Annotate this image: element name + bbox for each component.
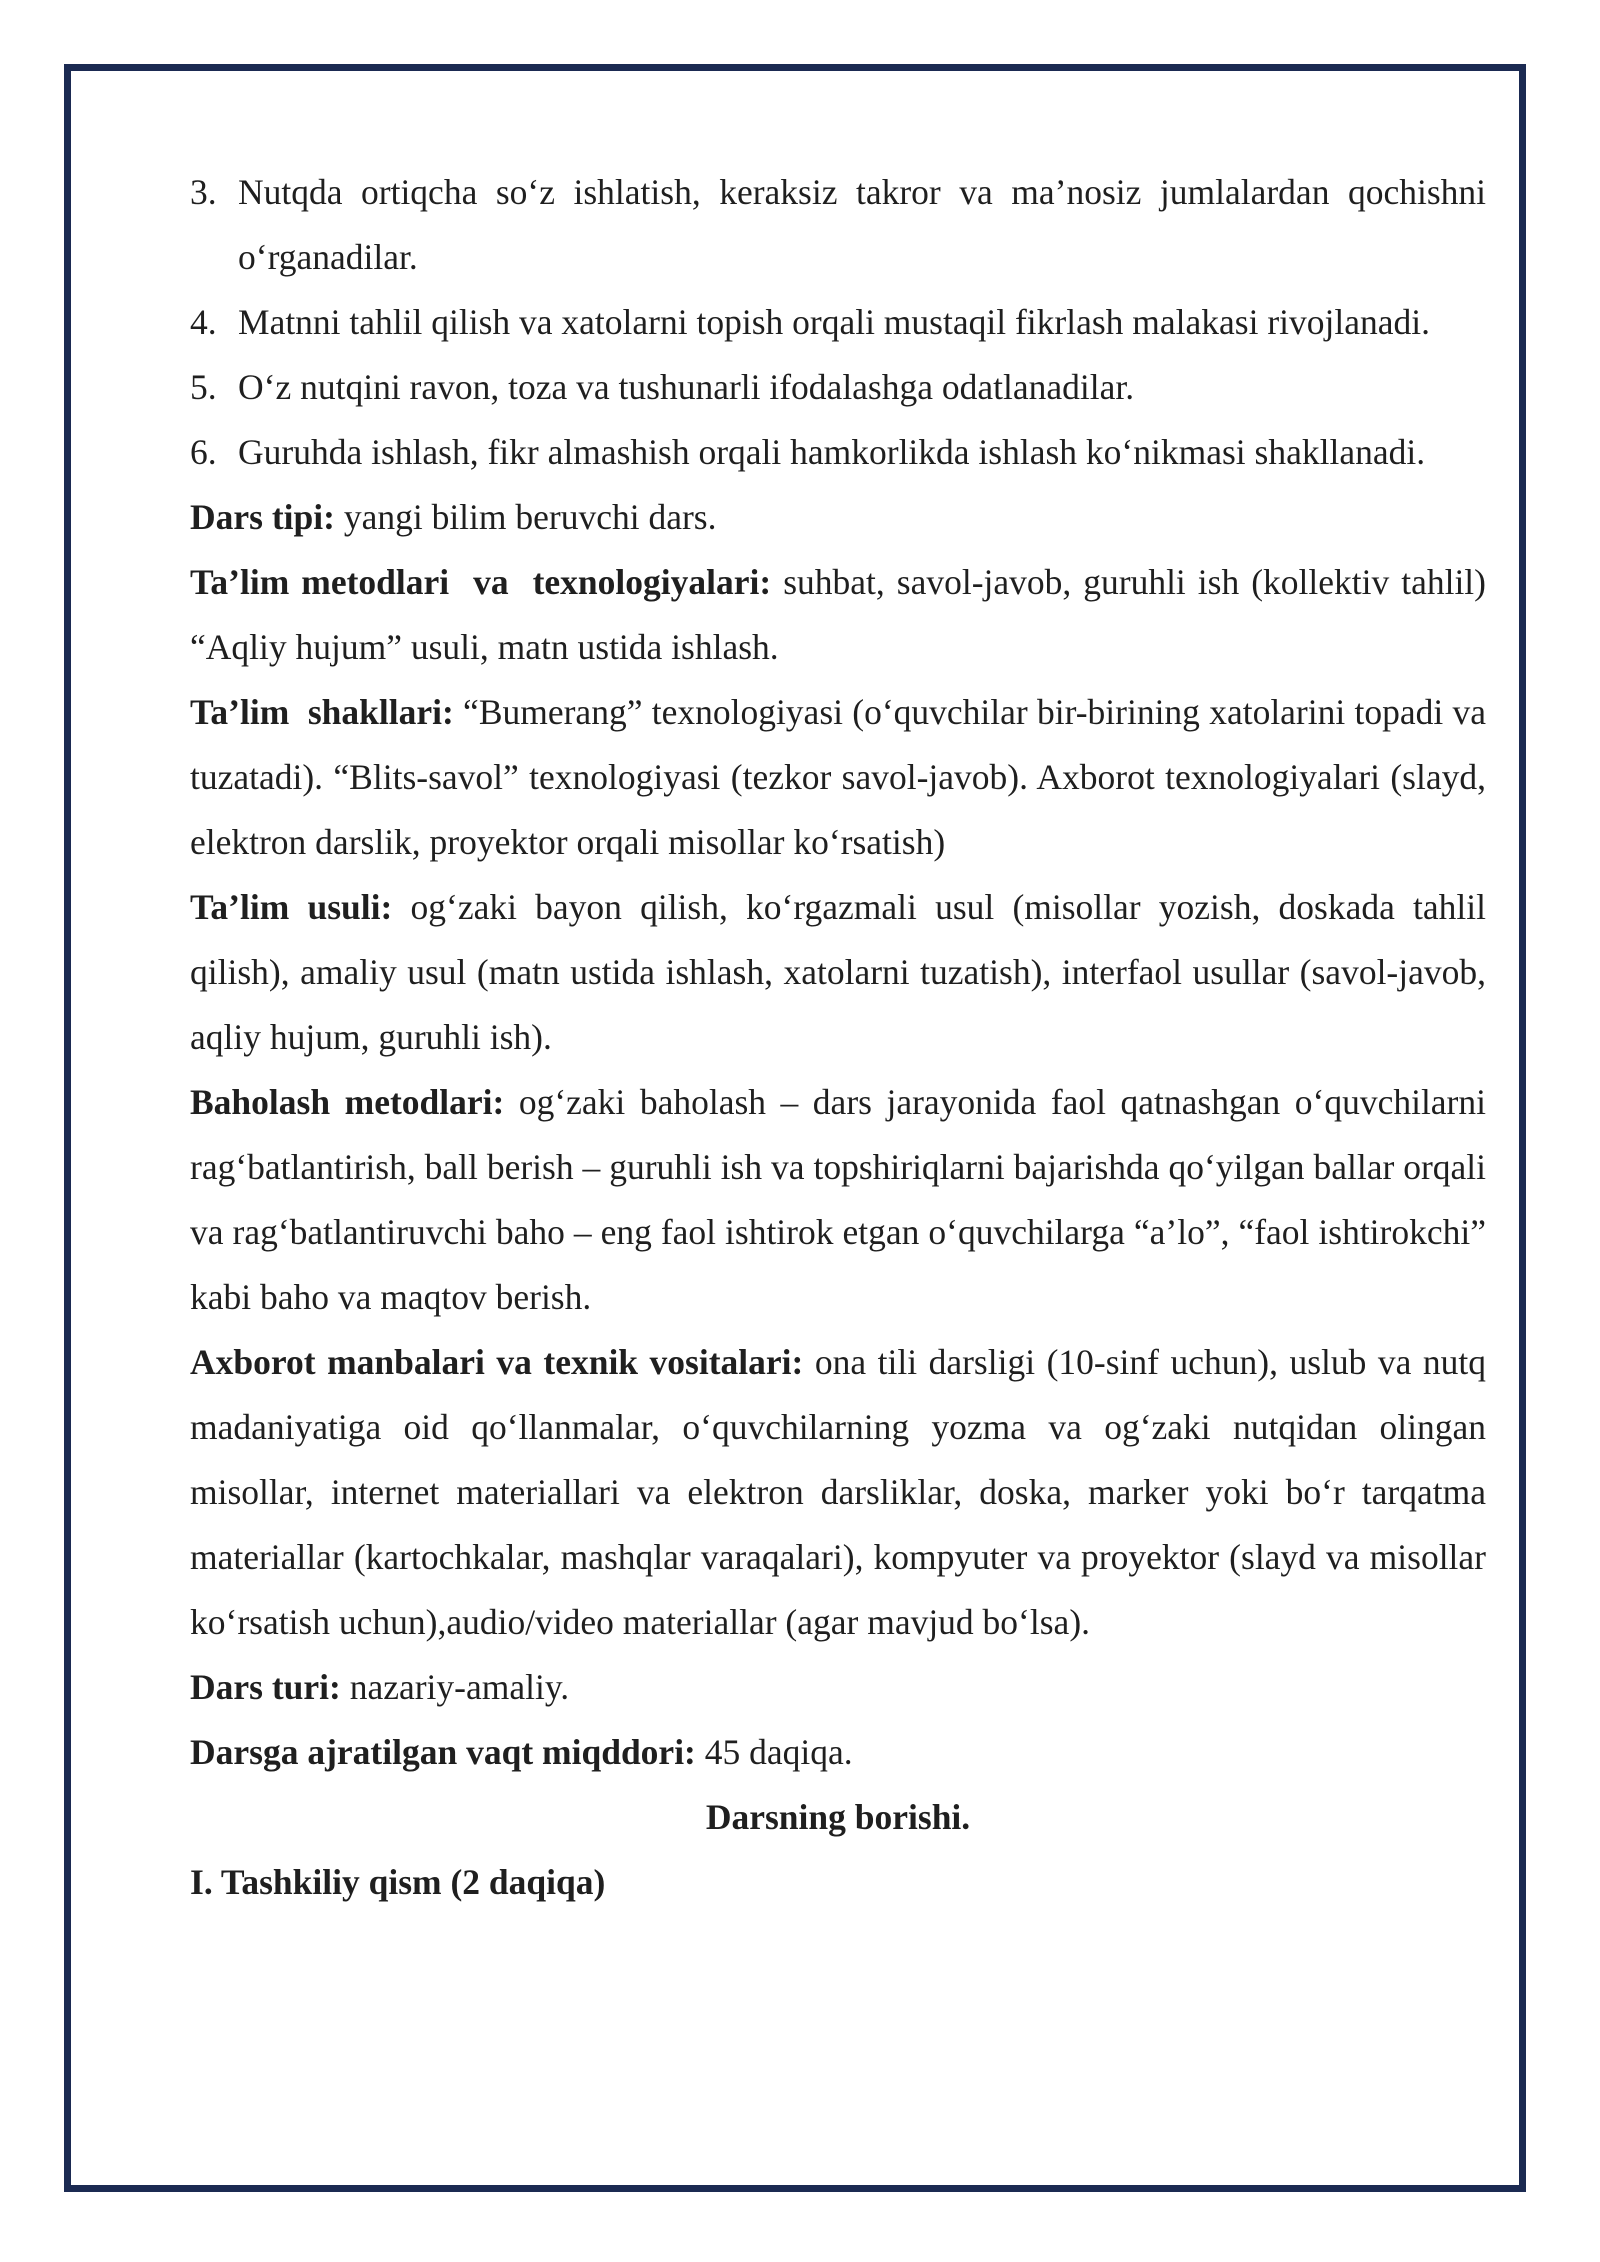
paragraph-text: yangi bilim beruvchi dars. [334,497,717,537]
list-item-text: Nutqda ortiqcha so‘z ishlatish, keraksiz takror va ma’nosiz jumlalardan qochishni o‘rganadilar. [238,172,1486,277]
paragraph-text: og‘zaki baholash – dars jarayonida faol qatnashgan o‘quvchilarni rag‘batlantirish, ball berish – guruhli ish va topshiriqlarni bajarishda qo‘yilgan ballar orqali va rag‘batlantiruvchi baho – eng faol ishtirok etgan o‘quvchilarga “a’lo”, “faol ishtirokchi” kabi baho va maqtov berish. [190,1082,1486,1317]
lesson-duration-paragraph [190,1720,1486,1785]
list-item-number: 6. [190,432,217,472]
paragraph-text: “Bumerang” texnologiyasi (o‘quvchilar bir-birining xatolarini topadi va tuzatadi). “Blits-savol” texnologiyasi (tezkor savol-javob). Axborot texnologiyalari (slayd, elektron darslik, proyektor orqali misollar ko‘rsatish) [190,692,1487,862]
list-item-text: Guruhda ishlash, fikr almashish orqali hamkorlikda ishlash ko‘nikmasi shakllanadi. [238,432,1426,472]
list-item-number: 5. [190,367,217,407]
paragraph-label: Dars tipi: [190,497,335,537]
paragraph-text: suhbat, savol-javob, guruhli ish (kollektiv tahlil) “Aqliy hujum” usuli, matn ustida ishlash. [190,562,1486,667]
list-item-number: 3. [190,172,217,212]
list-item-number: 4. [190,302,217,342]
list-item [190,355,1486,420]
list-item [190,290,1486,355]
list-item-text: O‘z nutqini ravon, toza va tushunarli ifodalashga odatlanadilar. [238,367,1135,407]
paragraph-text: nazariy-amaliy. [340,1667,570,1707]
teaching-methods-paragraph [190,550,1486,680]
paragraph-text: 45 daqiqa. [695,1732,853,1772]
paragraph-label: Ta’lim shakllari: [190,692,454,732]
document-body [190,160,1486,1915]
paragraph-label: Dars turi: [190,1667,341,1707]
lesson-kind-paragraph [190,1655,1486,1720]
assessment-methods-paragraph [190,1070,1486,1330]
paragraph-label: Axborot manbalari va texnik vositalari: [190,1342,804,1382]
paragraph-label: Baholash metodlari: [190,1082,505,1122]
list-item-text: Matnni tahlil qilish va xatolarni topish orqali mustaqil fikrlash malakasi rivojlanadi. [238,302,1430,342]
paragraph-label: Darsga ajratilgan vaqt miqddori: [190,1732,696,1772]
paragraph-label: Ta’lim metodlari va texnologiyalari: [190,562,772,602]
organizational-part-heading: I. Tashkiliy qism (2 daqiqa) [190,1862,606,1902]
list-item [190,420,1486,485]
paragraph-text: ona tili darsligi (10-sinf uchun), uslub va nutq madaniyatiga oid qo‘llanmalar, o‘quvchilarning yozma va og‘zaki nutqidan olingan misollar, internet materiallari va elektron darsliklar, doska, marker yoki bo‘r tarqatma materiallar (kartochkalar, mashqlar varaqalari), kompyuter va proyektor (slayd va misollar ko‘rsatish uchun),audio/video materiallar (agar mavjud bo‘lsa). [190,1342,1487,1642]
paragraph-text: og‘zaki bayon qilish, ko‘rgazmali usul (misollar yozish, doskada tahlil qilish), amaliy usul (matn ustida ishlash, xatolarni tuzatish), interfaol usullar (savol-javob, aqliy hujum, guruhli ish). [190,887,1486,1057]
teaching-forms-paragraph [190,680,1486,875]
numbered-list [190,160,1486,485]
paragraph-label: Ta’lim usuli: [190,887,393,927]
list-item [190,160,1486,290]
lesson-type-paragraph [190,485,1486,550]
resources-paragraph [190,1330,1486,1655]
teaching-approach-paragraph [190,875,1486,1070]
lesson-progress-heading: Darsning borishi. [705,1797,971,1837]
